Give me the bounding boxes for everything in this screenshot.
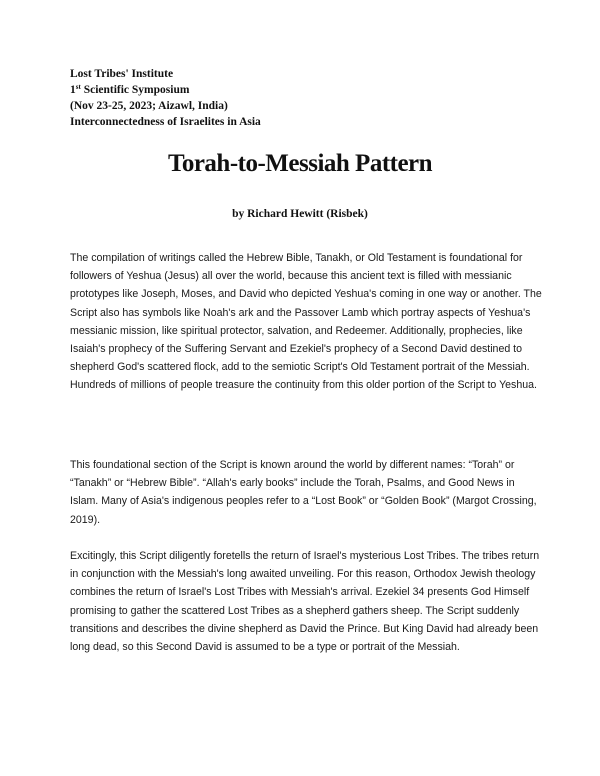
body-paragraph-1: The compilation of writings called the Hebrew Bible, Tanakh, or Old Testament is foundational for followers of Yeshua (Jesus) all over the world, because this ancient text is filled with messianic prototypes like Joseph, Moses, and David who depicted Yeshua's coming in one way or another. The Script also has symbols like Noah's ark and the Passover Lamb which portray aspects of Yeshua's messianic mission, like spiritual protector, salvation, and Redeemer. Additionally, prophecies, like Isaiah's prophecy of the Suffering Servant and Ezekiel's prophecy of a Second David destined to shepherd God's scattered flock, add to the semiotic Script's Old Testament portrait of the Messiah. Hundreds of millions of people treasure the continuity from this older portion of the Script to Yeshua. [70, 252, 542, 392]
symposium-text: Scientific Symposium [80, 84, 190, 96]
body-paragraph-3: Excitingly, this Script diligently foretells the return of Israel's mysterious Lost Tribes. The tribes return in conjunction with the Messiah's long awaited unveiling. For this reason, Orthodox Jewish theology combines the return of Israel's Lost Tribes with Messiah's arrival. Ezekiel 34 presents God Himself promising to gather the scattered Lost Tribes as a shepherd gathers sheep. The Script suddenly transitions and describes the divine shepherd as David the Prince. But King David had already been long dead, so this Second David is assumed to be a type or portrait of the Messiah. [70, 550, 540, 654]
body-paragraph-2: This foundational section of the Script is known around the world by different names: “Torah” or “Tanakh” or “Hebrew Bible”. “Allah's early books” include the Torah, Psalms, and Good News in Islam. Many of Asia's indigenous peoples refer to a “Lost Book” or “Golden Book” (Margot Crossing, 2019). [70, 459, 537, 526]
author-byline: by Richard Hewitt (Risbek) [232, 208, 368, 220]
date-place: (Nov 23-25, 2023; Aizawl, India) [70, 100, 228, 112]
symposium-number: 1 [70, 84, 76, 96]
conference-theme: Interconnectedness of Israelites in Asia [70, 116, 261, 128]
symposium-ordinal: st [75, 83, 81, 91]
institute-name: Lost Tribes' Institute [70, 68, 174, 80]
symposium-line [70, 82, 261, 98]
conference-header [70, 66, 261, 130]
paper-title: Torah-to-Messiah Pattern [167, 150, 433, 177]
